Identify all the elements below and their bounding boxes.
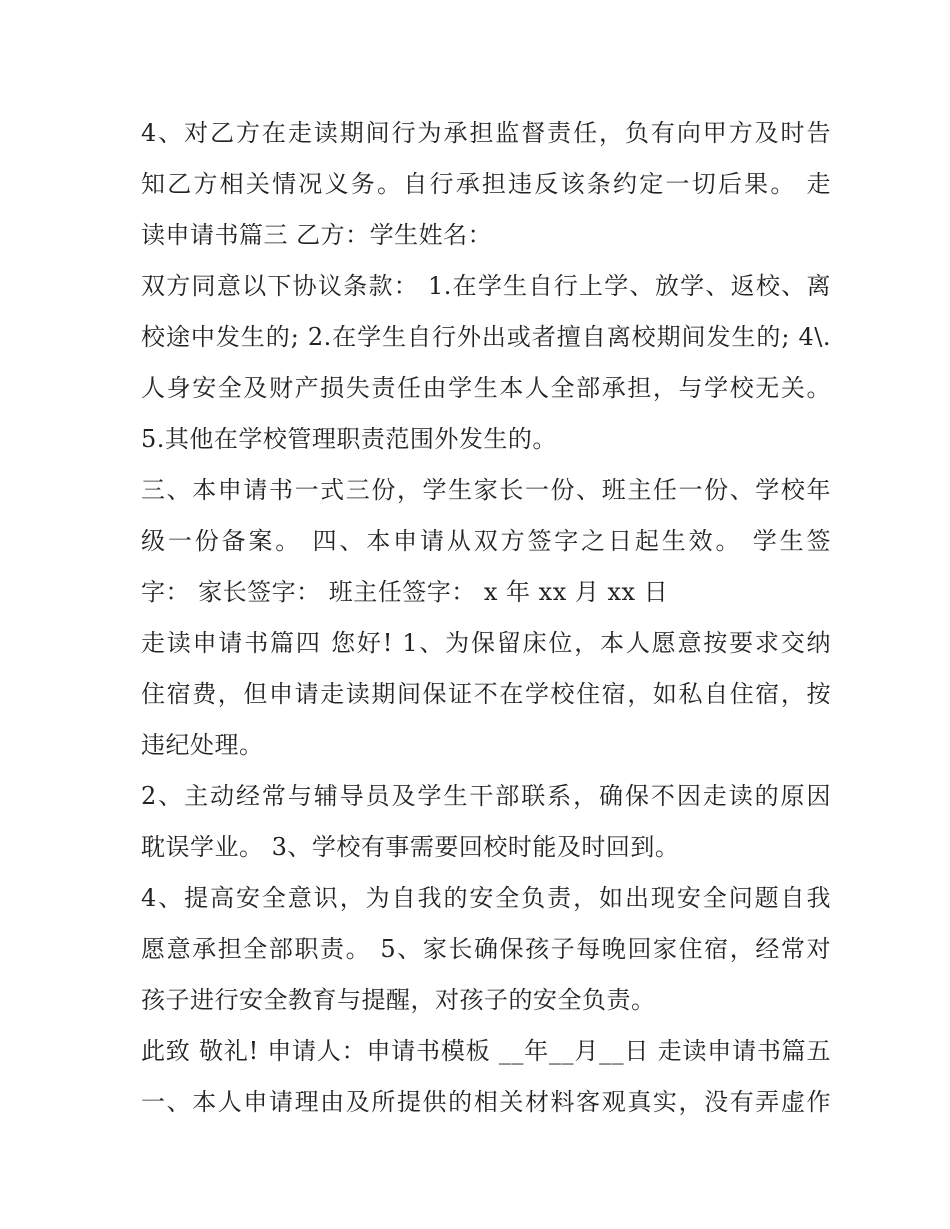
text-line: 级一份备案。 四、本申请从双方签字之日起生效。 学生签 <box>141 527 831 555</box>
text-line: 5.其他在学校管理职责范围外发生的。 <box>141 425 557 453</box>
text-line: 人身安全及财产损失责任由学生本人全部承担，与学校无关。 <box>141 374 831 402</box>
text-line: 双方同意以下协议条款： 1.在学生自行上学、放学、返校、离 <box>141 272 831 300</box>
text-line: 三、本申请书一式三份，学生家长一份、班主任一份、学校年 <box>141 476 831 504</box>
text-line: 2、主动经常与辅导员及学生干部联系，确保不因走读的原因 <box>141 782 831 810</box>
text-line: 孩子进行安全教育与提醒，对孩子的安全负责。 <box>141 986 656 1014</box>
text-line: 住宿费，但申请走读期间保证不在学校住宿，如私自住宿，按 <box>141 680 831 708</box>
text-line: 4、提高安全意识，为自我的安全负责，如出现安全问题自我 <box>141 884 831 912</box>
text-line: 字： 家长签字： 班主任签字： x 年 xx 月 xx 日 <box>141 578 669 606</box>
text-line: 一、本人申请理由及所提供的相关材料客观真实，没有弄虚作 <box>141 1088 831 1116</box>
text-line: 违纪处理。 <box>141 731 264 759</box>
document-body <box>141 108 831 1128</box>
text-line: 4、对乙方在走读期间行为承担监督责任，负有向甲方及时告 <box>141 119 831 147</box>
text-line: 耽误学业。 3、学校有事需要回校时能及时回到。 <box>141 833 680 861</box>
text-line: 愿意承担全部职责。 5、家长确保孩子每晚回家住宿，经常对 <box>141 935 831 963</box>
text-line: 校途中发生的; 2.在学生自行外出或者擅自离校期间发生的; 4\. <box>141 323 831 351</box>
text-line: 知乙方相关情况义务。自行承担违反该条约定一切后果。 走 <box>141 170 831 198</box>
text-line: 读申请书篇三 乙方：学生姓名： <box>141 221 493 249</box>
text-line: 走读申请书篇四 您好! 1、为保留床位，本人愿意按要求交纳 <box>141 629 831 657</box>
text-line: 此致 敬礼! 申请人：申请书模板 __年__月__日 走读申请书篇五 <box>141 1037 831 1065</box>
